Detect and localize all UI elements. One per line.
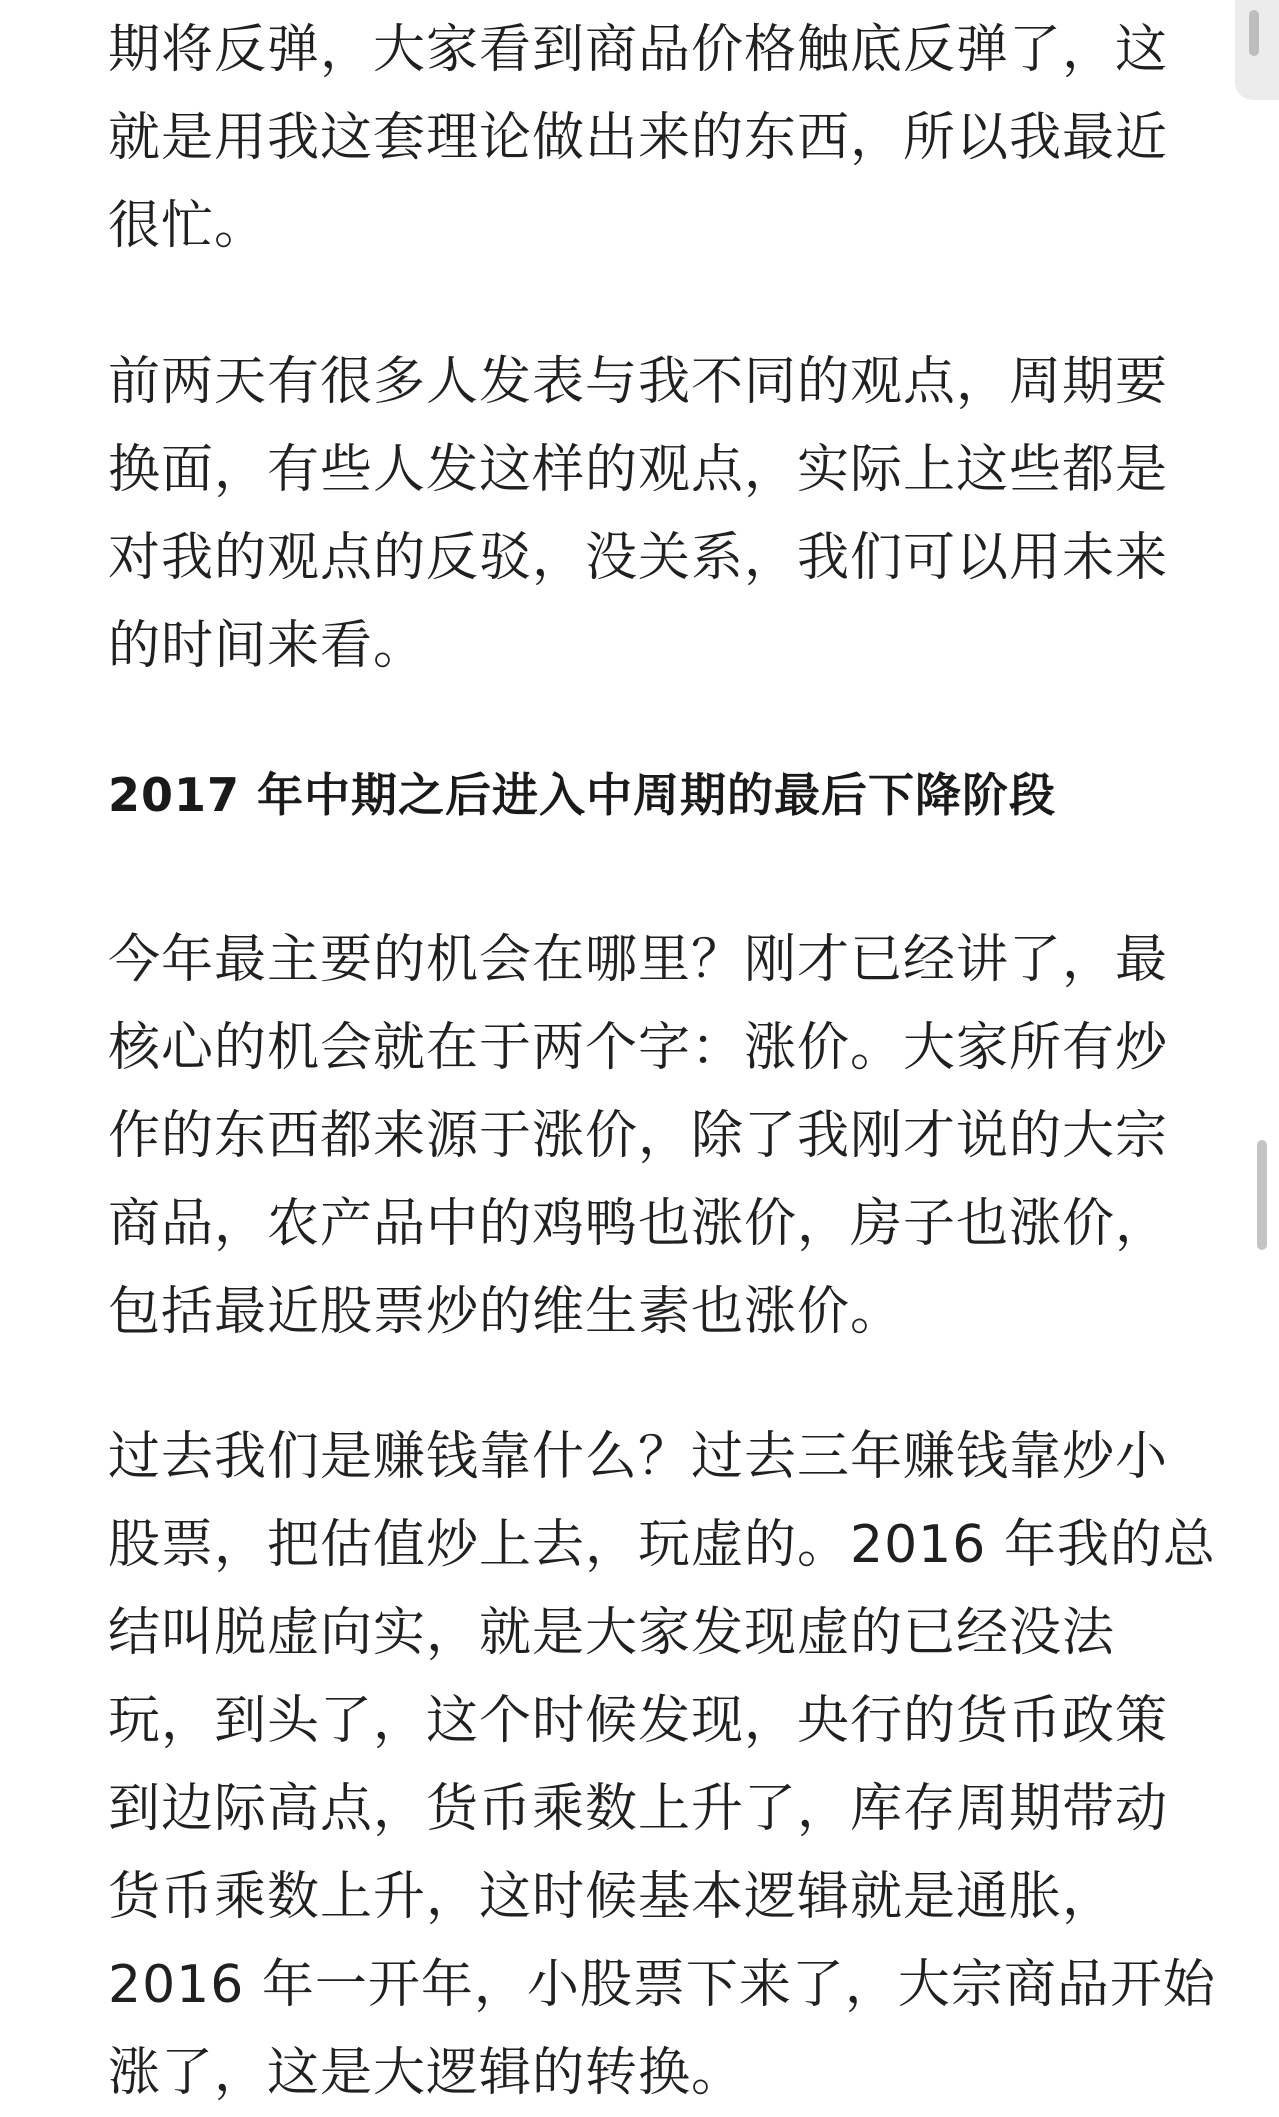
scroll-top-handle[interactable] — [1235, 0, 1279, 100]
grip-icon — [1249, 10, 1259, 56]
paragraph-line: 商品，农产品中的鸡鸭也涨价，房子也涨价， — [108, 1194, 1169, 1254]
paragraph-line: 玩，到头了，这个时候发现，央行的货币政策 — [108, 1691, 1169, 1751]
paragraph-1 — [108, 6, 1168, 270]
paragraph-line: 包括最近股票炒的维生素也涨价。 — [108, 1282, 904, 1342]
paragraph-line: 就是用我这套理论做出来的东西，所以我最近 — [108, 108, 1169, 168]
paragraph-line: 前两天有很多人发表与我不同的观点，周期要 — [108, 352, 1169, 412]
scrollbar-thumb[interactable] — [1257, 1140, 1267, 1250]
paragraph-line: 作的东西都来源于涨价，除了我刚才说的大宗 — [108, 1106, 1169, 1166]
paragraph-line: 很忙。 — [108, 196, 268, 256]
paragraph-line: 的时间来看。 — [108, 616, 427, 676]
paragraph-line: 换面，有些人发这样的观点，实际上这些都是 — [108, 440, 1169, 500]
paragraph-line: 期将反弹，大家看到商品价格触底反弹了，这 — [108, 20, 1169, 80]
paragraph-line: 涨了，这是大逻辑的转换。 — [108, 2043, 745, 2103]
paragraph-line: 股票，把估值炒上去，玩虚的。2016 年我的总 — [108, 1515, 1216, 1575]
paragraph-line: 过去我们是赚钱靠什么？过去三年赚钱靠炒小 — [108, 1427, 1169, 1487]
paragraph-line: 到边际高点，货币乘数上升了，库存周期带动 — [108, 1779, 1169, 1839]
section-heading: 2017 年中期之后进入中周期的最后下降阶段 — [108, 768, 1057, 822]
paragraph-line: 2016 年一开年，小股票下来了，大宗商品开始 — [108, 1955, 1216, 2015]
paragraph-line: 核心的机会就在于两个字：涨价。大家所有炒 — [108, 1018, 1169, 1078]
paragraph-4 — [108, 1413, 1216, 2117]
paragraph-3 — [108, 916, 1168, 1356]
paragraph-line: 对我的观点的反驳，没关系，我们可以用未来 — [108, 528, 1169, 588]
paragraph-2 — [108, 338, 1168, 690]
paragraph-line: 结叫脱虚向实，就是大家发现虚的已经没法 — [108, 1603, 1116, 1663]
paragraph-line: 今年最主要的机会在哪里？刚才已经讲了，最 — [108, 930, 1169, 990]
paragraph-line: 货币乘数上升，这时候基本逻辑就是通胀， — [108, 1867, 1116, 1927]
